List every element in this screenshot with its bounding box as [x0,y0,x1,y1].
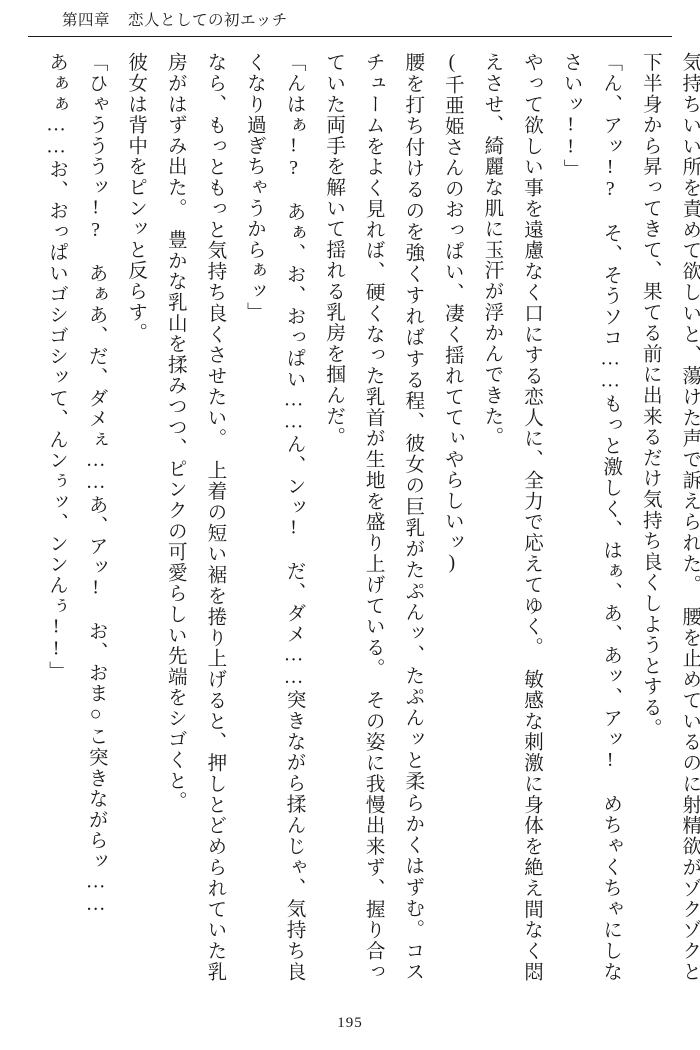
body-paragraph: (千亜姫さんのおっぱい、凄く揺れててぃやらしいッ) [441,52,463,575]
body-paragraph: あぁぁ……お、おっぱいゴシゴシッて、んンぅッ、ンンんぅ!!」 [45,52,67,682]
chapter-title: 恋人としての初エッチ [128,12,288,29]
page-number-value: 195 [337,1015,363,1031]
body-paragraph: 腰を打ち付けるのを強くすればする程、彼女の巨乳がたぷんッ、たぷんッと柔らかくはずむ。コスチュームをよく見れば、硬くなった乳首が生地を盛り上げている。 その姿に我慢出来ず、握り合っていた両手を解いて揺れる乳房を掴んだ。 [322,52,423,982]
chapter-label: 第四章 [62,12,111,29]
body-paragraph: 「ひゃうううッ!? あぁあ、だ、ダメぇ……あ、アッ! お、おま○こ突きながらッ…… [85,52,107,916]
body-paragraph: 「んはぁ!? あぁ、お、おっぱい……ん、ンッ! だ、ダメ……突きながら揉んじゃ、気持ち良くなり過ぎちゃうからぁッ」 [243,52,305,982]
body-paragraph: 彼女は背中をピンッと反らす。 [124,52,146,344]
vertical-text-column [36,52,700,982]
header-divider [28,36,672,37]
body-paragraph: やって欲しい事を遠慮なく口にする恋人に、全力で応えてゆく。 敏感な刺激に身体を絶え間なく悶えさせ、綺麗な肌に玉汗が浮かんできた。 [480,52,542,982]
body-paragraph: 「ん、アッ!? そ、そうソコ……もっと激しく、はぁ、あ、あッ、アッ! めちゃくちゃにしなさいッ!!」 [560,52,621,982]
page-header [62,8,660,38]
body-paragraph: なら、もっともっと気持ち良くさせたい。 上着の短い裾を捲り上げると、押しとどめられていた乳房がはずみ出た。 豊かな乳山を揉みつつ、ピンクの可愛らしい先端をシゴくと。 [164,52,225,982]
page-body [36,52,700,990]
body-paragraph: 気持ちいい所を責めて欲しいと、蕩けた声で訴えられた。 腰を止めているのに射精欲がゾクゾクと下半身から昇ってきて、果てる前に出来るだけ気持ち良くしようとする。 [639,52,700,982]
page-number [0,1015,700,1032]
